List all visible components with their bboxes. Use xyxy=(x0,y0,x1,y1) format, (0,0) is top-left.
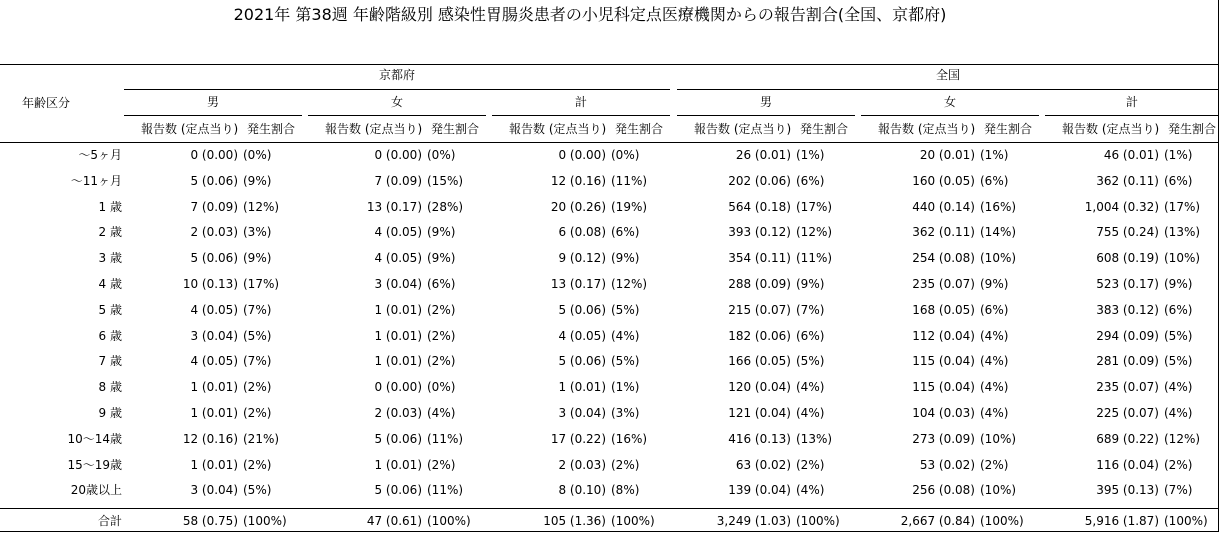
row-5-rate-1: (6%) xyxy=(427,277,456,291)
row-10-rate-0: (2%) xyxy=(243,406,272,420)
rate-subheader-2: 発生割合 xyxy=(615,122,664,136)
total-rate-2: (100%) xyxy=(611,514,655,528)
row-11-count-4: 273 (0.09) xyxy=(912,432,975,446)
row-10-count-3: 121 (0.04) xyxy=(728,406,791,420)
row-3-rate-2: (6%) xyxy=(611,225,640,239)
count-subheader-0: 報告数 (定点当り) xyxy=(141,122,239,136)
row-5-count-2: 13 (0.17) xyxy=(550,277,606,291)
row-4-rate-5: (10%) xyxy=(1164,251,1201,265)
row-2-count-3: 564 (0.18) xyxy=(728,200,791,214)
row-3-rate-3: (12%) xyxy=(796,225,833,239)
row-13-count-4: 256 (0.08) xyxy=(912,483,975,497)
row-12-count-5: 116 (0.04) xyxy=(1096,458,1159,472)
row-11-count-5: 689 (0.22) xyxy=(1096,432,1159,446)
row-0-rate-1: (0%) xyxy=(427,148,456,162)
row-8-count-1: 1 (0.01) xyxy=(374,354,422,368)
row-0-count-1: 0 (0.00) xyxy=(374,148,422,162)
sex-header-1: 女 xyxy=(390,95,403,109)
row-4-rate-3: (11%) xyxy=(796,251,833,265)
row-6-age-label: 5 歳 xyxy=(98,303,122,317)
row-3-count-5: 755 (0.24) xyxy=(1096,225,1159,239)
count-subheader-3: 報告数 (定点当り) xyxy=(694,122,792,136)
row-7-rate-3: (6%) xyxy=(796,329,825,343)
total-count-5: 5,916 (1.87) xyxy=(1084,514,1159,528)
row-8-rate-4: (4%) xyxy=(980,354,1009,368)
row-1-rate-4: (6%) xyxy=(980,174,1009,188)
row-3-rate-1: (9%) xyxy=(427,225,456,239)
row-8-count-4: 115 (0.04) xyxy=(912,354,975,368)
row-11-count-2: 17 (0.22) xyxy=(550,432,606,446)
row-9-count-0: 1 (0.01) xyxy=(190,380,238,394)
row-9-count-2: 1 (0.01) xyxy=(558,380,606,394)
row-9-count-5: 235 (0.07) xyxy=(1096,380,1159,394)
row-2-count-5: 1,004 (0.32) xyxy=(1084,200,1159,214)
row-9-count-3: 120 (0.04) xyxy=(728,380,791,394)
rate-subheader-0: 発生割合 xyxy=(247,122,296,136)
row-13-count-0: 3 (0.04) xyxy=(190,483,238,497)
row-5-rate-3: (9%) xyxy=(796,277,825,291)
row-9-count-4: 115 (0.04) xyxy=(912,380,975,394)
row-12-rate-3: (2%) xyxy=(796,458,825,472)
page-title: 2021年 第38週 年齢階級別 感染性胃腸炎患者の小児科定点医療機関からの報告割合(全国、京都府) xyxy=(233,5,947,24)
sex-rule-5 xyxy=(1045,115,1219,116)
row-2-rate-4: (16%) xyxy=(980,200,1017,214)
row-11-age-label: 10〜14歳 xyxy=(67,432,122,446)
row-1-count-3: 202 (0.06) xyxy=(728,174,791,188)
total-rate-0: (100%) xyxy=(243,514,287,528)
row-1-count-1: 7 (0.09) xyxy=(374,174,422,188)
row-7-count-4: 112 (0.04) xyxy=(912,329,975,343)
row-0-rate-3: (1%) xyxy=(796,148,825,162)
total-rate-5: (100%) xyxy=(1164,514,1208,528)
row-11-rate-1: (11%) xyxy=(427,432,464,446)
total-rate-1: (100%) xyxy=(427,514,471,528)
row-1-count-4: 160 (0.05) xyxy=(912,174,975,188)
row-10-rate-2: (3%) xyxy=(611,406,640,420)
row-3-count-3: 393 (0.12) xyxy=(728,225,791,239)
row-9-age-label: 8 歳 xyxy=(98,380,122,394)
row-11-count-0: 12 (0.16) xyxy=(182,432,238,446)
row-12-age-label: 15〜19歳 xyxy=(67,458,122,472)
row-13-count-2: 8 (0.10) xyxy=(558,483,606,497)
row-2-rate-2: (19%) xyxy=(611,200,648,214)
sex-rule-2 xyxy=(492,115,670,116)
row-2-rate-5: (17%) xyxy=(1164,200,1201,214)
row-9-count-1: 0 (0.00) xyxy=(374,380,422,394)
row-6-rate-0: (7%) xyxy=(243,303,272,317)
row-5-count-3: 288 (0.09) xyxy=(728,277,791,291)
row-7-rate-1: (2%) xyxy=(427,329,456,343)
row-1-count-0: 5 (0.06) xyxy=(190,174,238,188)
row-6-rate-3: (7%) xyxy=(796,303,825,317)
row-7-rate-5: (5%) xyxy=(1164,329,1193,343)
row-7-count-2: 4 (0.05) xyxy=(558,329,606,343)
row-11-rate-3: (13%) xyxy=(796,432,833,446)
row-13-rate-0: (5%) xyxy=(243,483,272,497)
row-5-rate-5: (9%) xyxy=(1164,277,1193,291)
total-count-1: 47 (0.61) xyxy=(366,514,422,528)
row-12-rate-0: (2%) xyxy=(243,458,272,472)
row-3-count-2: 6 (0.08) xyxy=(558,225,606,239)
row-13-rate-5: (7%) xyxy=(1164,483,1193,497)
sex-header-5: 計 xyxy=(1125,95,1138,109)
row-3-count-0: 2 (0.03) xyxy=(190,225,238,239)
row-9-rate-0: (2%) xyxy=(243,380,272,394)
row-0-rate-5: (1%) xyxy=(1164,148,1193,162)
rate-subheader-5: 発生割合 xyxy=(1168,122,1217,136)
row-2-rate-3: (17%) xyxy=(796,200,833,214)
row-6-count-5: 383 (0.12) xyxy=(1096,303,1159,317)
row-6-count-1: 1 (0.01) xyxy=(374,303,422,317)
row-11-rate-4: (10%) xyxy=(980,432,1017,446)
total-top-rule xyxy=(0,508,1219,509)
row-5-count-5: 523 (0.17) xyxy=(1096,277,1159,291)
row-4-count-5: 608 (0.19) xyxy=(1096,251,1159,265)
row-3-count-4: 362 (0.11) xyxy=(912,225,975,239)
row-2-count-1: 13 (0.17) xyxy=(366,200,422,214)
row-6-count-3: 215 (0.07) xyxy=(728,303,791,317)
row-10-count-4: 104 (0.03) xyxy=(912,406,975,420)
row-0-count-0: 0 (0.00) xyxy=(190,148,238,162)
row-13-rate-4: (10%) xyxy=(980,483,1017,497)
count-subheader-1: 報告数 (定点当り) xyxy=(325,122,423,136)
row-10-rate-1: (4%) xyxy=(427,406,456,420)
sex-rule-0 xyxy=(124,115,302,116)
total-count-4: 2,667 (0.84) xyxy=(900,514,975,528)
row-8-count-5: 281 (0.09) xyxy=(1096,354,1159,368)
row-1-rate-0: (9%) xyxy=(243,174,272,188)
total-age-label: 合計 xyxy=(97,514,122,528)
row-7-age-label: 6 歳 xyxy=(98,329,122,343)
row-5-count-0: 10 (0.13) xyxy=(182,277,238,291)
row-1-rate-5: (6%) xyxy=(1164,174,1193,188)
row-6-count-4: 168 (0.05) xyxy=(912,303,975,317)
row-0-rate-2: (0%) xyxy=(611,148,640,162)
region-rule-kyoto xyxy=(124,89,670,90)
row-1-rate-3: (6%) xyxy=(796,174,825,188)
row-3-rate-0: (3%) xyxy=(243,225,272,239)
row-1-age-label: 〜11ヶ月 xyxy=(70,174,122,188)
row-0-count-2: 0 (0.00) xyxy=(558,148,606,162)
row-8-count-2: 5 (0.06) xyxy=(558,354,606,368)
age-column-header: 年齢区分 xyxy=(22,96,71,110)
rate-subheader-3: 発生割合 xyxy=(800,122,849,136)
row-12-count-3: 63 (0.02) xyxy=(735,458,791,472)
row-9-rate-3: (4%) xyxy=(796,380,825,394)
row-13-rate-2: (8%) xyxy=(611,483,640,497)
row-13-rate-3: (4%) xyxy=(796,483,825,497)
row-7-rate-4: (4%) xyxy=(980,329,1009,343)
row-3-rate-4: (14%) xyxy=(980,225,1017,239)
row-11-rate-2: (16%) xyxy=(611,432,648,446)
header-bottom-rule xyxy=(0,142,1219,143)
row-8-rate-2: (5%) xyxy=(611,354,640,368)
total-count-0: 58 (0.75) xyxy=(182,514,238,528)
row-5-age-label: 4 歳 xyxy=(98,277,122,291)
row-9-rate-1: (0%) xyxy=(427,380,456,394)
rate-subheader-1: 発生割合 xyxy=(431,122,480,136)
row-4-count-4: 254 (0.08) xyxy=(912,251,975,265)
row-1-rate-1: (15%) xyxy=(427,174,464,188)
row-10-rate-5: (4%) xyxy=(1164,406,1193,420)
row-6-count-0: 4 (0.05) xyxy=(190,303,238,317)
row-12-rate-5: (2%) xyxy=(1164,458,1193,472)
row-12-count-4: 53 (0.02) xyxy=(919,458,975,472)
row-11-rate-5: (12%) xyxy=(1164,432,1201,446)
sex-rule-4 xyxy=(861,115,1039,116)
row-5-rate-4: (9%) xyxy=(980,277,1009,291)
row-4-rate-0: (9%) xyxy=(243,251,272,265)
row-7-count-0: 3 (0.04) xyxy=(190,329,238,343)
row-1-count-5: 362 (0.11) xyxy=(1096,174,1159,188)
row-10-count-0: 1 (0.01) xyxy=(190,406,238,420)
row-10-age-label: 9 歳 xyxy=(98,406,122,420)
row-7-count-1: 1 (0.01) xyxy=(374,329,422,343)
row-13-rate-1: (11%) xyxy=(427,483,464,497)
row-2-count-2: 20 (0.26) xyxy=(550,200,606,214)
total-rate-4: (100%) xyxy=(980,514,1024,528)
row-4-rate-1: (9%) xyxy=(427,251,456,265)
row-6-rate-4: (6%) xyxy=(980,303,1009,317)
row-4-count-2: 9 (0.12) xyxy=(558,251,606,265)
row-9-rate-2: (1%) xyxy=(611,380,640,394)
row-5-rate-0: (17%) xyxy=(243,277,280,291)
row-6-rate-1: (2%) xyxy=(427,303,456,317)
total-count-2: 105 (1.36) xyxy=(543,514,606,528)
row-8-rate-3: (5%) xyxy=(796,354,825,368)
row-0-rate-0: (0%) xyxy=(243,148,272,162)
row-4-count-3: 354 (0.11) xyxy=(728,251,791,265)
row-9-rate-4: (4%) xyxy=(980,380,1009,394)
row-8-rate-0: (7%) xyxy=(243,354,272,368)
row-7-rate-0: (5%) xyxy=(243,329,272,343)
row-1-rate-2: (11%) xyxy=(611,174,648,188)
row-13-count-3: 139 (0.04) xyxy=(728,483,791,497)
sex-header-3: 男 xyxy=(759,95,772,109)
sex-rule-1 xyxy=(308,115,486,116)
sex-header-0: 男 xyxy=(206,95,219,109)
row-13-age-label: 20歳以上 xyxy=(70,483,122,497)
row-12-rate-2: (2%) xyxy=(611,458,640,472)
row-7-count-5: 294 (0.09) xyxy=(1096,329,1159,343)
row-10-count-1: 2 (0.03) xyxy=(374,406,422,420)
row-7-rate-2: (4%) xyxy=(611,329,640,343)
row-11-count-1: 5 (0.06) xyxy=(374,432,422,446)
region-header-national: 全国 xyxy=(935,68,960,82)
row-8-age-label: 7 歳 xyxy=(98,354,122,368)
total-rate-3: (100%) xyxy=(796,514,840,528)
region-rule-national xyxy=(677,89,1219,90)
row-13-count-5: 395 (0.13) xyxy=(1096,483,1159,497)
row-12-count-1: 1 (0.01) xyxy=(374,458,422,472)
count-subheader-5: 報告数 (定点当り) xyxy=(1062,122,1160,136)
row-4-count-0: 5 (0.06) xyxy=(190,251,238,265)
row-3-age-label: 2 歳 xyxy=(98,225,122,239)
row-2-rate-0: (12%) xyxy=(243,200,280,214)
row-8-count-0: 4 (0.05) xyxy=(190,354,238,368)
row-4-age-label: 3 歳 xyxy=(98,251,122,265)
row-12-count-0: 1 (0.01) xyxy=(190,458,238,472)
row-8-rate-1: (2%) xyxy=(427,354,456,368)
row-2-count-0: 7 (0.09) xyxy=(190,200,238,214)
rate-subheader-4: 発生割合 xyxy=(984,122,1033,136)
sex-rule-3 xyxy=(677,115,855,116)
row-0-count-3: 26 (0.01) xyxy=(735,148,791,162)
row-13-count-1: 5 (0.06) xyxy=(374,483,422,497)
row-0-count-5: 46 (0.01) xyxy=(1103,148,1159,162)
count-subheader-2: 報告数 (定点当り) xyxy=(509,122,607,136)
row-10-rate-3: (4%) xyxy=(796,406,825,420)
row-10-rate-4: (4%) xyxy=(980,406,1009,420)
row-2-count-4: 440 (0.14) xyxy=(912,200,975,214)
row-8-rate-5: (5%) xyxy=(1164,354,1193,368)
row-6-rate-2: (5%) xyxy=(611,303,640,317)
row-12-count-2: 2 (0.03) xyxy=(558,458,606,472)
header-top-rule xyxy=(0,64,1219,65)
row-4-count-1: 4 (0.05) xyxy=(374,251,422,265)
row-5-count-4: 235 (0.07) xyxy=(912,277,975,291)
row-1-count-2: 12 (0.16) xyxy=(550,174,606,188)
row-6-rate-5: (6%) xyxy=(1164,303,1193,317)
sex-header-2: 計 xyxy=(574,95,587,109)
region-header-kyoto: 京都府 xyxy=(378,68,415,82)
row-12-rate-4: (2%) xyxy=(980,458,1009,472)
row-8-count-3: 166 (0.05) xyxy=(728,354,791,368)
row-11-rate-0: (21%) xyxy=(243,432,280,446)
row-10-count-2: 3 (0.04) xyxy=(558,406,606,420)
sex-header-4: 女 xyxy=(943,95,956,109)
row-2-rate-1: (28%) xyxy=(427,200,464,214)
row-5-count-1: 3 (0.04) xyxy=(374,277,422,291)
row-5-rate-2: (12%) xyxy=(611,277,648,291)
row-7-count-3: 182 (0.06) xyxy=(728,329,791,343)
row-9-rate-5: (4%) xyxy=(1164,380,1193,394)
row-2-age-label: 1 歳 xyxy=(98,200,122,214)
row-3-rate-5: (13%) xyxy=(1164,225,1201,239)
row-0-age-label: 〜5ヶ月 xyxy=(78,148,122,162)
row-6-count-2: 5 (0.06) xyxy=(558,303,606,317)
row-11-count-3: 416 (0.13) xyxy=(728,432,791,446)
row-12-rate-1: (2%) xyxy=(427,458,456,472)
row-4-rate-4: (10%) xyxy=(980,251,1017,265)
row-0-rate-4: (1%) xyxy=(980,148,1009,162)
row-4-rate-2: (9%) xyxy=(611,251,640,265)
row-0-count-4: 20 (0.01) xyxy=(919,148,975,162)
count-subheader-4: 報告数 (定点当り) xyxy=(878,122,976,136)
total-count-3: 3,249 (1.03) xyxy=(716,514,791,528)
row-3-count-1: 4 (0.05) xyxy=(374,225,422,239)
row-10-count-5: 225 (0.07) xyxy=(1096,406,1159,420)
